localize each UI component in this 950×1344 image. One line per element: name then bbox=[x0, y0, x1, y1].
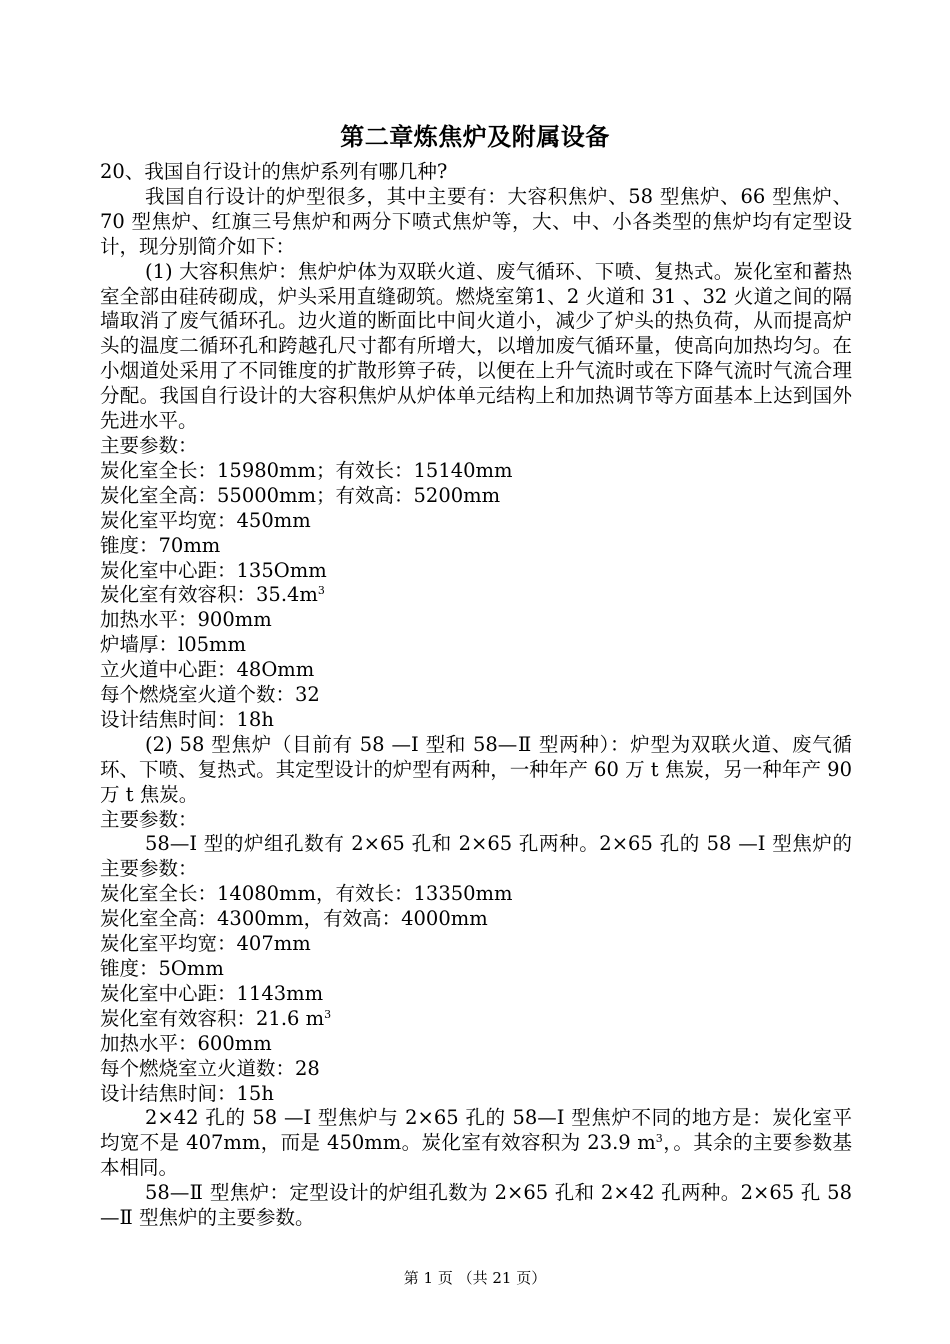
param-line: 加热水平：900mm bbox=[100, 608, 272, 632]
param-line: 炭化室全高：4300mm，有效高：4000mm bbox=[100, 907, 488, 931]
param-line: 炭化室平均宽：407mm bbox=[100, 932, 311, 956]
section1-paragraph: (1) 大容积焦炉：焦炉炉体为双联火道、废气循环、下喷、复热式。炭化室和蓄热室全部由硅砖砌成，炉头采用直缝砌筑。燃烧室第1、2 火道和 31 、32 火道之间的隔墙取消了废气循环孔。边火道的断面比中间火道小，减少了炉头的热负荷，从而提高炉头的温度二循环孔和跨越孔尺寸都有所增大，以增加废气循环量，使高向加热均匀。在小烟道处采用了不同锥度的扩散形箅子砖，以便在上升气流时或在下降气流时气流合理分配。我国自行设计的大容积焦炉从炉体单元结构上和加热调节等方面基本上达到国外先进水平。 bbox=[100, 259, 852, 433]
param-line: 炭化室中心距：1143mm bbox=[100, 981, 324, 1005]
param-line: 锥度：5Omm bbox=[100, 957, 224, 980]
param-line: 每个燃烧室立火道数：28 bbox=[100, 1056, 320, 1080]
param-line: 设计结焦时间：18h bbox=[100, 707, 274, 731]
superscript: 3 bbox=[655, 1132, 663, 1146]
comparison-text-a: 2×42 孔的 58 —I 型焦炉与 2×65 孔的 58—I 型焦炉不同的地方是：炭化室平均宽不是 407mm，而是 450mm。炭化室有效容积为 23.9 m bbox=[100, 1106, 852, 1155]
param-line-volume bbox=[100, 583, 852, 608]
param-line: 立火道中心距：48Omm bbox=[100, 658, 315, 682]
param-line: 炭化室中心距：135Omm bbox=[100, 558, 327, 582]
param-line: 炭化室平均宽：450mm bbox=[100, 508, 311, 532]
param-line: 设计结焦时间：15h bbox=[100, 1081, 274, 1105]
section1-params-label: 主要参数： bbox=[100, 433, 198, 457]
chapter-title: 第二章炼焦炉及附属设备 bbox=[340, 122, 610, 151]
param-line: 炭化室全高：55000mm；有效高：5200mm bbox=[100, 483, 501, 507]
section2-params-label: 主要参数： bbox=[100, 807, 198, 831]
param-line: 每个燃烧室火道个数：32 bbox=[100, 683, 320, 707]
param-line: 炭化室全长：14080mm，有效长：13350mm bbox=[100, 882, 513, 906]
page-footer: 第 1 页 （共 21 页） bbox=[403, 1269, 547, 1287]
param-text: 炭化室有效容积：35.4m bbox=[100, 583, 318, 607]
section2-paragraph: (2) 58 型焦炉（目前有 58 —I 型和 58—Ⅱ 型两种）：炉型为双联火道、废气循环、下喷、复热式。其定型设计的炉型有两种，一种年产 60 万 t 焦炭，另一种年产 90 万 t 焦炭。 bbox=[100, 732, 852, 806]
section2-subtext: 58—I 型的炉组孔数有 2×65 孔和 2×65 孔两种。2×65 孔的 58 —I 型焦炉的主要参数： bbox=[100, 832, 852, 881]
intro-paragraph: 我国自行设计的炉型很多，其中主要有：大容积焦炉、58 型焦炉、66 型焦炉、70 型焦炉、红旗三号焦炉和两分下喷式焦炉等，大、中、小各类型的焦炉均有定型设计，现分别简介如下： bbox=[100, 184, 852, 258]
question-heading: 20、我国自行设计的焦炉系列有哪几种? bbox=[100, 160, 448, 183]
comparison-text-b: ，。其余的主要参数基本相同。 bbox=[100, 1131, 852, 1180]
superscript: 3 bbox=[324, 1007, 332, 1021]
param-line: 炉墙厚：l05mm bbox=[100, 633, 247, 657]
param-line-volume bbox=[100, 1007, 852, 1032]
param-line: 加热水平：600mm bbox=[100, 1031, 272, 1055]
param-line: 锥度：70mm bbox=[100, 533, 221, 557]
param-text: 炭化室有效容积：21.6 m bbox=[100, 1006, 325, 1030]
comparison-paragraph bbox=[100, 1106, 852, 1181]
document-body bbox=[100, 160, 852, 1231]
superscript: 3 bbox=[317, 584, 325, 598]
param-line: 炭化室全长：15980mm；有效长：15140mm bbox=[100, 458, 513, 482]
type2-paragraph: 58—Ⅱ 型焦炉：定型设计的炉组孔数为 2×65 孔和 2×42 孔两种。2×65 孔 58—Ⅱ 型焦炉的主要参数。 bbox=[100, 1181, 852, 1230]
